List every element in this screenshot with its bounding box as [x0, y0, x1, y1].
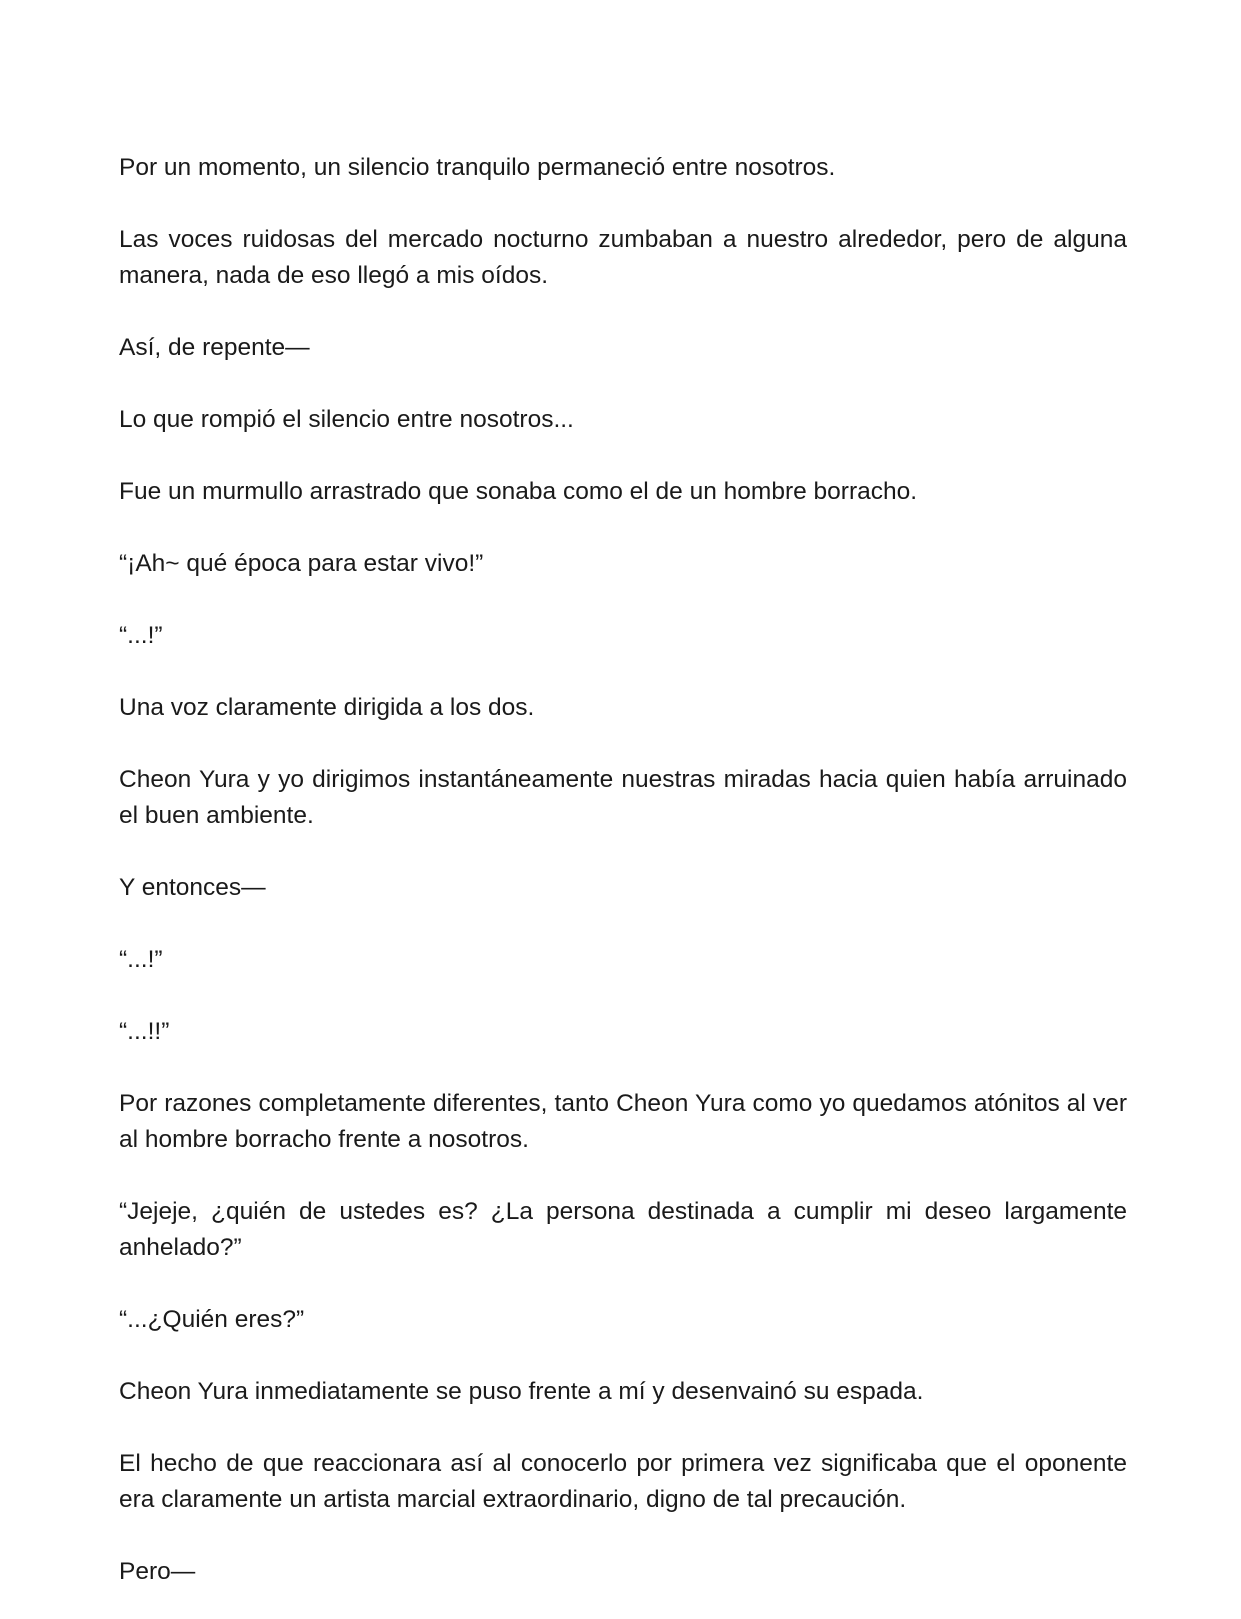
dialogue-line: “¡Ah~ qué época para estar vivo!” — [119, 550, 484, 577]
paragraph: Cheon Yura inmediatamente se puso frente a mí y desenvainó su espada. — [119, 1378, 924, 1405]
document-body — [119, 150, 1127, 1590]
dialogue-line: “...!” — [119, 946, 163, 973]
paragraph: Lo que rompió el silencio entre nosotros... — [119, 406, 574, 433]
dialogue-line: “...!!” — [119, 1018, 170, 1045]
paragraph: Cheon Yura y yo dirigimos instantáneamente nuestras miradas hacia quien había arruinado el buen ambiente. — [119, 766, 1127, 829]
dialogue-line: “...¿Quién eres?” — [119, 1306, 305, 1333]
paragraph: Una voz claramente dirigida a los dos. — [119, 694, 535, 721]
paragraph: El hecho de que reaccionara así al conocerlo por primera vez significaba que el oponente era claramente un artista marcial extraordinario, digno de tal precaución. — [119, 1450, 1127, 1513]
paragraph: Pero— — [119, 1558, 196, 1585]
paragraph: Fue un murmullo arrastrado que sonaba como el de un hombre borracho. — [119, 478, 918, 505]
paragraph: Así, de repente— — [119, 334, 310, 361]
dialogue-line: “...!” — [119, 622, 163, 649]
dialogue-line: “Jejeje, ¿quién de ustedes es? ¿La persona destinada a cumplir mi deseo largamente anhelado?” — [119, 1198, 1127, 1261]
paragraph: Por un momento, un silencio tranquilo permaneció entre nosotros. — [119, 154, 836, 181]
paragraph: Por razones completamente diferentes, tanto Cheon Yura como yo quedamos atónitos al ver al hombre borracho frente a nosotros. — [119, 1090, 1127, 1153]
paragraph: Y entonces— — [119, 874, 266, 901]
paragraph: Las voces ruidosas del mercado nocturno zumbaban a nuestro alrededor, pero de alguna manera, nada de eso llegó a mis oídos. — [119, 226, 1127, 289]
